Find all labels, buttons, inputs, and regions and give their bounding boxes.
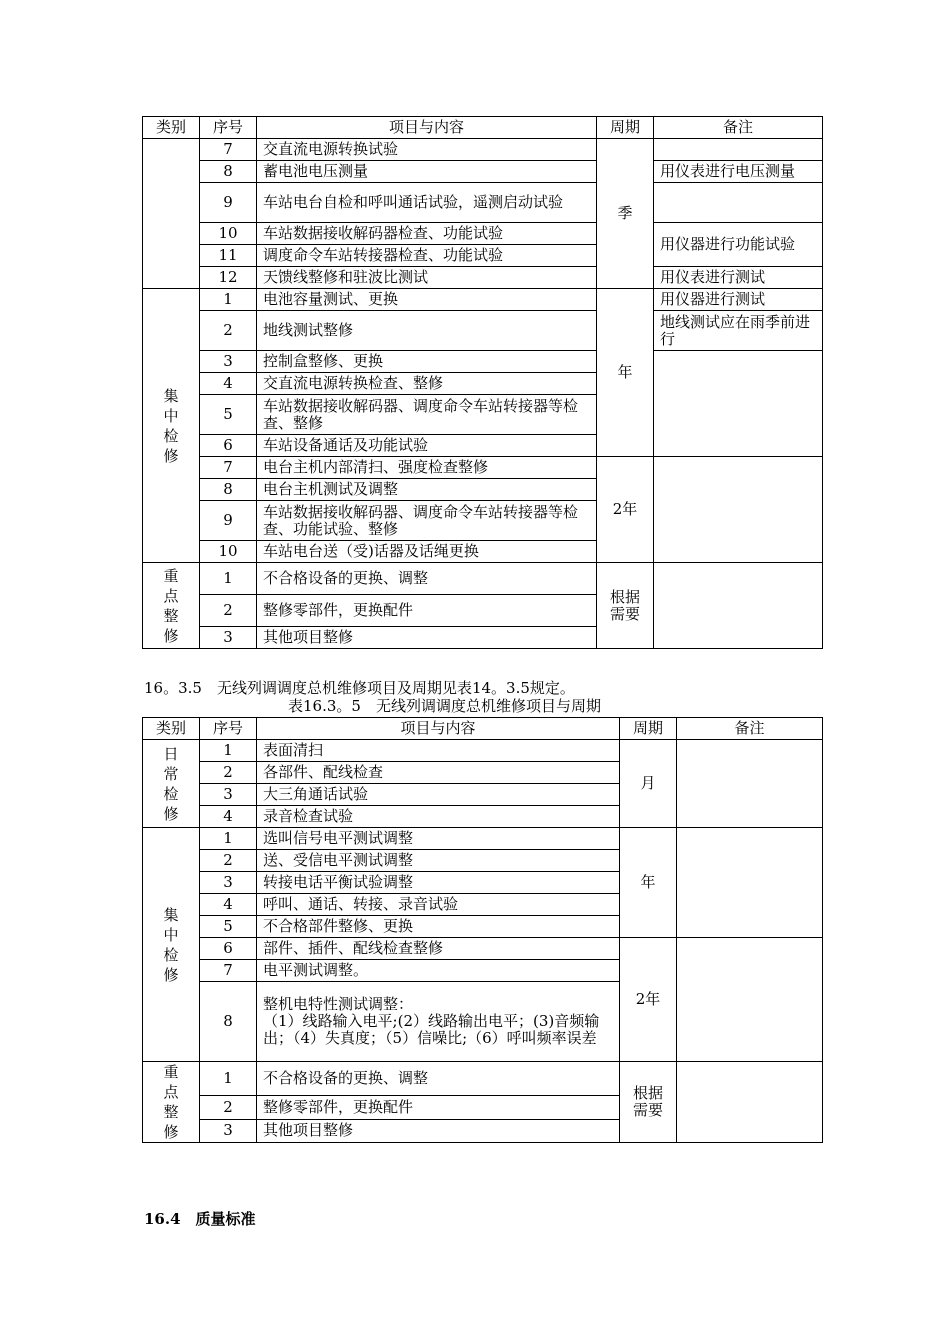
section-heading: 16.4 质量标准 xyxy=(144,1210,256,1228)
row-number: 8 xyxy=(200,161,257,183)
header-number: 序号 xyxy=(200,117,257,139)
period-cell: 根据 需要 xyxy=(620,1062,677,1143)
row-item: 地线测试整修 xyxy=(257,311,597,351)
note-cell xyxy=(677,828,823,938)
table-row xyxy=(143,457,823,479)
period-cell: 2年 xyxy=(597,457,654,563)
row-item: 不合格设备的更换、调整 xyxy=(257,1062,620,1096)
category-key: 重 点 整 修 xyxy=(143,1062,200,1143)
note-cell: 用仪表进行电压测量 xyxy=(654,161,823,183)
row-number: 9 xyxy=(200,183,257,223)
table-header-row xyxy=(143,718,823,740)
row-item: 车站数据接收解码器、调度命令车站转接器等检查、整修 xyxy=(257,395,597,435)
category-central: 集 中 检 修 xyxy=(143,289,200,563)
period-cell: 季 xyxy=(597,139,654,289)
row-item: 车站设备通话及功能试验 xyxy=(257,435,597,457)
table-row xyxy=(143,828,823,850)
row-item: 其他项目整修 xyxy=(257,1119,620,1142)
row-item: 控制盒整修、更换 xyxy=(257,351,597,373)
header-note: 备注 xyxy=(677,718,823,740)
row-number: 3 xyxy=(200,1119,257,1142)
period-cell: 年 xyxy=(597,289,654,457)
row-item: 交直流电源转换试验 xyxy=(257,139,597,161)
row-item: 调度命令车站转接器检查、功能试验 xyxy=(257,245,597,267)
note-cell xyxy=(677,740,823,828)
period-cell: 根据 需要 xyxy=(597,563,654,649)
row-number: 8 xyxy=(200,982,257,1062)
maintenance-table-1 xyxy=(142,116,823,649)
row-number: 6 xyxy=(200,938,257,960)
row-item: 车站数据接收解码器检查、功能试验 xyxy=(257,223,597,245)
header-category: 类别 xyxy=(143,117,200,139)
row-number: 7 xyxy=(200,139,257,161)
row-number: 10 xyxy=(200,223,257,245)
header-category: 类别 xyxy=(143,718,200,740)
table-row xyxy=(143,311,823,351)
period-cell: 月 xyxy=(620,740,677,828)
table-row xyxy=(143,267,823,289)
row-item: 各部件、配线检查 xyxy=(257,762,620,784)
row-number: 4 xyxy=(200,894,257,916)
note-cell xyxy=(654,183,823,223)
maintenance-table-2 xyxy=(142,717,823,1143)
category-daily: 日 常 检 修 xyxy=(143,740,200,828)
row-number: 6 xyxy=(200,435,257,457)
table-row xyxy=(143,740,823,762)
row-item: 交直流电源转换检查、整修 xyxy=(257,373,597,395)
paragraph-text: 16。3.5 无线列调调度总机维修项目及周期见表14。3.5规定。 xyxy=(144,679,575,697)
row-number: 1 xyxy=(200,740,257,762)
row-number: 2 xyxy=(200,1096,257,1119)
row-item: 整修零部件，更换配件 xyxy=(257,595,597,627)
row-item: 呼叫、通话、转接、录音试验 xyxy=(257,894,620,916)
table-row xyxy=(143,351,823,373)
row-item: 部件、插件、配线检查整修 xyxy=(257,938,620,960)
row-number: 2 xyxy=(200,762,257,784)
row-number: 1 xyxy=(200,828,257,850)
row-item: 电台主机测试及调整 xyxy=(257,479,597,501)
note-cell: 用仪器进行测试 xyxy=(654,289,823,311)
row-item: 车站电台送（受)话器及话绳更换 xyxy=(257,541,597,563)
header-item: 项目与内容 xyxy=(257,718,620,740)
note-cell: 用仪器进行功能试验 xyxy=(654,223,823,267)
note-cell xyxy=(654,351,823,457)
category-key: 重 点 整 修 xyxy=(143,563,200,649)
table-row xyxy=(143,1062,823,1096)
row-item: 大三角通话试验 xyxy=(257,784,620,806)
row-item: 电池容量测试、更换 xyxy=(257,289,597,311)
row-number: 1 xyxy=(200,1062,257,1096)
row-number: 8 xyxy=(200,479,257,501)
row-number: 12 xyxy=(200,267,257,289)
row-item: 其他项目整修 xyxy=(257,627,597,649)
row-number: 3 xyxy=(200,627,257,649)
row-number: 3 xyxy=(200,351,257,373)
row-item: 不合格设备的更换、调整 xyxy=(257,563,597,595)
row-item: 车站数据接收解码器、调度命令车站转接器等检查、功能试验、整修 xyxy=(257,501,597,541)
row-number: 3 xyxy=(200,872,257,894)
table-row xyxy=(143,139,823,161)
table-row xyxy=(143,938,823,960)
note-cell: 地线测试应在雨季前进行 xyxy=(654,311,823,351)
row-number: 4 xyxy=(200,373,257,395)
table-row xyxy=(143,161,823,183)
row-item: 选叫信号电平测试调整 xyxy=(257,828,620,850)
note-cell xyxy=(677,938,823,1062)
row-number: 2 xyxy=(200,850,257,872)
table-caption: 表16.3。5 无线列调调度总机维修项目与周期 xyxy=(288,697,601,715)
row-number: 5 xyxy=(200,395,257,435)
row-number: 2 xyxy=(200,595,257,627)
row-number: 1 xyxy=(200,289,257,311)
table-row xyxy=(143,563,823,595)
row-number: 5 xyxy=(200,916,257,938)
period-cell: 年 xyxy=(620,828,677,938)
table-row xyxy=(143,289,823,311)
row-item: 转接电话平衡试验调整 xyxy=(257,872,620,894)
row-item: 天馈线整修和驻波比测试 xyxy=(257,267,597,289)
header-period: 周期 xyxy=(620,718,677,740)
row-number: 10 xyxy=(200,541,257,563)
header-note: 备注 xyxy=(654,117,823,139)
note-cell xyxy=(654,563,823,649)
row-number: 9 xyxy=(200,501,257,541)
row-number: 1 xyxy=(200,563,257,595)
row-item: 不合格部件整修、更换 xyxy=(257,916,620,938)
row-number: 4 xyxy=(200,806,257,828)
row-item: 表面清扫 xyxy=(257,740,620,762)
row-item: 送、受信电平测试调整 xyxy=(257,850,620,872)
row-number: 2 xyxy=(200,311,257,351)
note-cell xyxy=(654,139,823,161)
row-item: 录音检查试验 xyxy=(257,806,620,828)
header-item: 项目与内容 xyxy=(257,117,597,139)
row-number: 11 xyxy=(200,245,257,267)
note-cell xyxy=(677,1062,823,1143)
row-item: 整机电特性测试调整： （1）线路输入电平;(2）线路输出电平；(3)音频输出；（4）失真度；（5）信噪比;（6）呼叫频率误差 xyxy=(257,982,620,1062)
note-cell xyxy=(654,457,823,563)
period-cell: 2年 xyxy=(620,938,677,1062)
header-period: 周期 xyxy=(597,117,654,139)
note-cell: 用仪表进行测试 xyxy=(654,267,823,289)
row-item: 电平测试调整。 xyxy=(257,960,620,982)
row-item: 车站电台自检和呼叫通话试验，遥测启动试验 xyxy=(257,183,597,223)
table-row xyxy=(143,223,823,245)
row-number: 3 xyxy=(200,784,257,806)
row-item: 电台主机内部清扫、强度检查整修 xyxy=(257,457,597,479)
category-central: 集 中 检 修 xyxy=(143,828,200,1062)
category-cell-empty xyxy=(143,139,200,289)
row-number: 7 xyxy=(200,457,257,479)
row-number: 7 xyxy=(200,960,257,982)
row-item: 整修零部件，更换配件 xyxy=(257,1096,620,1119)
table-row xyxy=(143,183,823,223)
row-item: 蓄电池电压测量 xyxy=(257,161,597,183)
header-number: 序号 xyxy=(200,718,257,740)
table-header-row xyxy=(143,117,823,139)
